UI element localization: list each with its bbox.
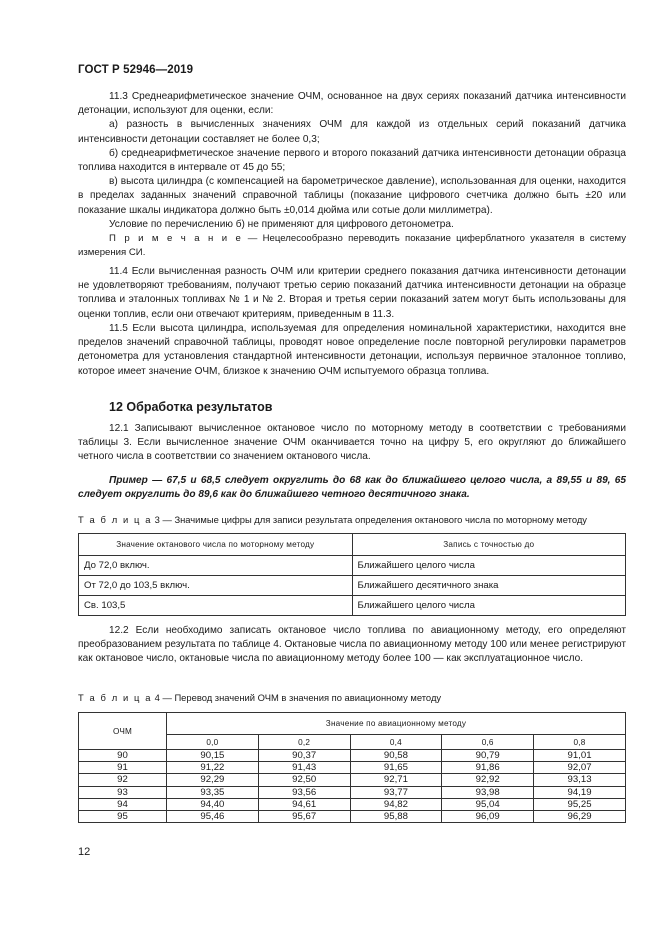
note-label: П р и м е ч а н и е	[109, 233, 243, 244]
table4-cell: 91,86	[442, 762, 534, 774]
table4-cell: 93,56	[258, 786, 350, 798]
table4-cell: 91,43	[258, 762, 350, 774]
note-text: — Нецелесообразно переводить показание циферблатного указателя в систему измерения СИ.	[78, 233, 626, 259]
paragraph-11-5: 11.5 Если высота цилиндра, используемая для определения номинальной характеристики, находится вне пределов значений справочной таблицы, проводят новое определение после повторной регулировки параметров детонометра для установления стандартной интенсивности детонации, используя первичное эталонное топливо, которое имеет значение ОЧМ, близкое к значению ОЧМ испытуемого образца топлива.	[78, 323, 626, 377]
paragraph-12-1: 12.1 Записывают вычисленное октановое число по моторному методу в соответствии с требованиями таблицы 3. Если вычисленное значение ОЧМ оканчивается точно на цифру 5, его округляют до ближайшего четного числа в соответствии со значением октанового числа.	[78, 423, 626, 463]
paragraph-12-2: 12.2 Если необходимо записать октановое число топлива по авиационному методу, его определяют преобразованием результата по таблице 4. Октановые числа по авиационному методу 100 или менее регистрируют как октановое число, октановые числа по авиационному методу более 100 — как эксплуатационное число.	[78, 625, 626, 665]
table-4	[78, 712, 626, 823]
table-row	[79, 786, 626, 798]
paragraph-11-3-intro: 11.3 Среднеарифметическое значение ОЧМ, основанное на двух сериях показаний датчика интенсивности детонации, используют для оценки, если:	[78, 91, 626, 117]
table-3	[78, 533, 626, 616]
table4-cell: 93,35	[167, 786, 259, 798]
table4-cell: 93,98	[442, 786, 534, 798]
table4-subheader: 0,8	[534, 735, 626, 750]
paragraph-11-4: 11.4 Если вычисленная разность ОЧМ или критерии среднего показания датчика интенсивности детонации не удовлетворяют требованиям, получают третью серию показаний датчика интенсивности детонации на образце топлива и эталонных топливах № 1 и № 2. Вторая и третья серии показаний затем могут быть использованы для оценки топлив, если они отвечают критериям, приведенным в 11.3.	[78, 266, 626, 320]
table-row	[79, 762, 626, 774]
table3-caption-label: Т а б л и ц а	[78, 514, 153, 525]
table4-cell: 95,46	[167, 810, 259, 822]
table4-cell: 91	[79, 762, 167, 774]
paragraph-11-3-condition: Условие по перечислению б) не применяют для цифрового детонометра.	[109, 218, 454, 230]
table4-cell: 92	[79, 774, 167, 786]
table4-cell: 93	[79, 786, 167, 798]
table4-cell: 92,92	[442, 774, 534, 786]
table4-cell: 92,50	[258, 774, 350, 786]
table4-cell: 90,15	[167, 750, 259, 762]
table3-header-precision: Запись с точностью до	[352, 534, 626, 556]
table4-cell: 93,13	[534, 774, 626, 786]
table3-caption	[78, 514, 587, 525]
table-row	[79, 596, 626, 616]
table4-cell: 91,65	[350, 762, 442, 774]
table4-cell: 94	[79, 798, 167, 810]
section-11-4	[78, 265, 626, 322]
section-11-3	[78, 90, 626, 232]
section-12-1	[78, 422, 626, 465]
table4-cell: 90,79	[442, 750, 534, 762]
paragraph-11-3-b: б) среднеарифметическое значение первого и второго показаний датчика интенсивности детонации образца топлива находится в интервале от 45 до 55;	[78, 147, 626, 174]
table3-cell: До 72,0 включ.	[79, 556, 353, 576]
table4-caption-label: Т а б л и ц а	[78, 692, 153, 703]
table4-cell: 96,09	[442, 810, 534, 822]
table4-cell: 94,40	[167, 798, 259, 810]
table3-cell: Ближайшего целого числа	[352, 556, 626, 576]
table4-cell: 92,29	[167, 774, 259, 786]
table3-caption-text: 3 — Значимые цифры для записи результата определения октанового числа по моторному методу	[154, 514, 587, 525]
table3-cell: Св. 103,5	[79, 596, 353, 616]
table3-cell: Ближайшего целого числа	[352, 596, 626, 616]
table4-cell: 90	[79, 750, 167, 762]
table4-cell: 91,22	[167, 762, 259, 774]
table-row	[79, 556, 626, 576]
example-text: Пример — 67,5 и 68,5 следует округлить до 68 как до ближайшего целого числа, а 89,55 и 89, 65 следует округлить до 89,6 как до ближайшего четного десятичного знака.	[78, 475, 626, 501]
table4-subheader: 0,4	[350, 735, 442, 750]
table3-header-value: Значение октанового числа по моторному методу	[79, 534, 353, 556]
document-header: ГОСТ Р 52946—2019	[78, 64, 194, 76]
table4-cell: 96,29	[534, 810, 626, 822]
table4-cell: 95,88	[350, 810, 442, 822]
paragraph-11-3-a: а) разность в вычисленных значениях ОЧМ для каждой из отдельных серий показаний датчика интенсивности детонации составляет не более 0,3;	[78, 119, 626, 145]
table4-cell: 92,71	[350, 774, 442, 786]
table-row	[79, 798, 626, 810]
table3-cell: Ближайшего десятичного знака	[352, 576, 626, 596]
page-number: 12	[78, 846, 91, 858]
table-row	[79, 774, 626, 786]
note	[78, 232, 626, 260]
table4-caption-text: 4 — Перевод значений ОЧМ в значения по авиационному методу	[154, 692, 442, 703]
table4-cell: 92,07	[534, 762, 626, 774]
table4-cell: 95,67	[258, 810, 350, 822]
section-11-5	[78, 322, 626, 379]
table4-cell: 95,25	[534, 798, 626, 810]
paragraph-11-3-c: в) высота цилиндра (с компенсацией на барометрическое давление), использованная для оценки, находится в пределах заданных значений справочной таблицы (показание цифрового счетчика должно быть ±20 или показание шкалы индикатора должно быть ±0,014 дюйма или сотые доли миллиметра).	[78, 176, 626, 216]
table-row	[79, 810, 626, 822]
table4-cell: 94,82	[350, 798, 442, 810]
table4-subheader: 0,0	[167, 735, 259, 750]
table4-cell: 93,77	[350, 786, 442, 798]
table4-cell: 90,58	[350, 750, 442, 762]
section-12-title: 12 Обработка результатов	[109, 400, 273, 414]
table4-subheader: 0,2	[258, 735, 350, 750]
table4-cell: 91,01	[534, 750, 626, 762]
table4-subheader: 0,6	[442, 735, 534, 750]
example-block	[78, 474, 626, 502]
table4-caption	[78, 692, 441, 703]
table4-cell: 94,61	[258, 798, 350, 810]
table4-cell: 95	[79, 810, 167, 822]
table4-cell: 94,19	[534, 786, 626, 798]
table4-header-group: Значение по авиационному методу	[167, 713, 626, 735]
table-row	[79, 750, 626, 762]
table-row	[79, 576, 626, 596]
table4-cell: 90,37	[258, 750, 350, 762]
section-12-2	[78, 624, 626, 667]
table4-cell: 95,04	[442, 798, 534, 810]
table3-cell: От 72,0 до 103,5 включ.	[79, 576, 353, 596]
table4-header-ochm: ОЧМ	[79, 713, 167, 750]
